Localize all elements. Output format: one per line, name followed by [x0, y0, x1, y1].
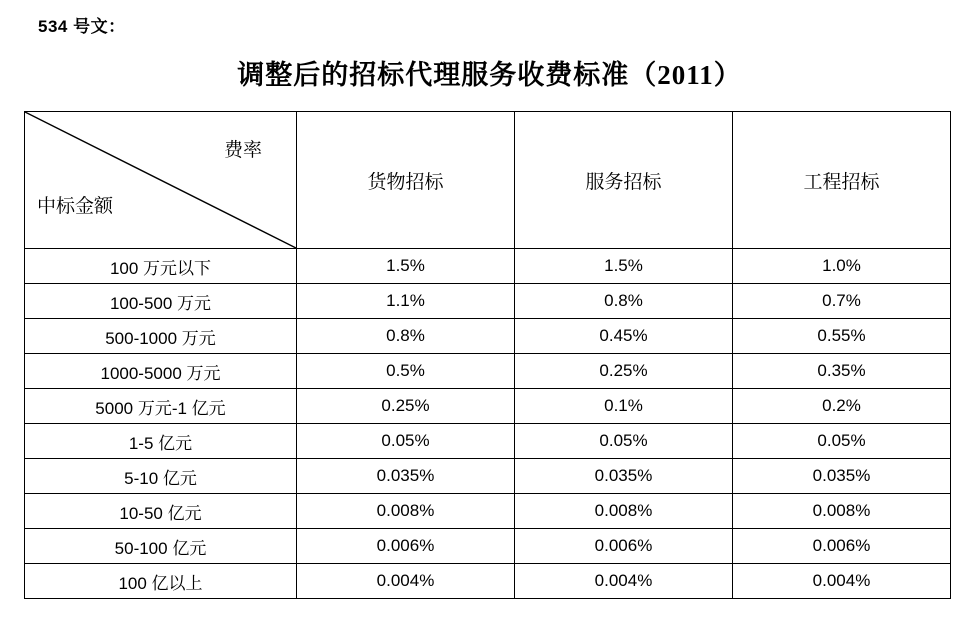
row-label: 1000-5000 万元	[25, 354, 297, 389]
cell-services: 0.035%	[515, 459, 733, 494]
page-title: 调整后的招标代理服务收费标准（2011）	[237, 60, 742, 90]
row-label: 1-5 亿元	[25, 424, 297, 459]
cell-goods: 0.006%	[297, 529, 515, 564]
cell-services: 0.25%	[515, 354, 733, 389]
cell-goods: 0.25%	[297, 389, 515, 424]
table-corner-cell	[25, 112, 297, 249]
cell-services: 0.008%	[515, 494, 733, 529]
table-row	[25, 459, 951, 494]
row-label: 100-500 万元	[25, 284, 297, 319]
row-label: 10-50 亿元	[25, 494, 297, 529]
table-row	[25, 424, 951, 459]
column-header-services: 服务招标	[515, 112, 733, 249]
cell-works: 0.035%	[733, 459, 951, 494]
fee-standard-table-container	[24, 111, 950, 599]
document-reference-number: 534 号文：	[38, 17, 126, 36]
row-label: 100 万元以下	[25, 249, 297, 284]
row-label: 5000 万元-1 亿元	[25, 389, 297, 424]
cell-works: 0.7%	[733, 284, 951, 319]
table-row	[25, 529, 951, 564]
fee-standard-table	[24, 111, 951, 599]
table-row	[25, 284, 951, 319]
corner-label-rate: 费率	[223, 140, 262, 161]
cell-goods: 0.05%	[297, 424, 515, 459]
cell-works: 0.05%	[733, 424, 951, 459]
table-row	[25, 389, 951, 424]
cell-services: 1.5%	[515, 249, 733, 284]
cell-works: 0.008%	[733, 494, 951, 529]
cell-works: 0.35%	[733, 354, 951, 389]
table-row	[25, 564, 951, 599]
row-label: 50-100 亿元	[25, 529, 297, 564]
table-header-row	[25, 112, 951, 249]
cell-goods: 0.5%	[297, 354, 515, 389]
cell-works: 0.2%	[733, 389, 951, 424]
row-label: 5-10 亿元	[25, 459, 297, 494]
cell-goods: 0.035%	[297, 459, 515, 494]
row-label: 100 亿以上	[25, 564, 297, 599]
cell-services: 0.05%	[515, 424, 733, 459]
cell-goods: 0.008%	[297, 494, 515, 529]
cell-services: 0.45%	[515, 319, 733, 354]
cell-services: 0.8%	[515, 284, 733, 319]
cell-works: 0.006%	[733, 529, 951, 564]
cell-services: 0.1%	[515, 389, 733, 424]
table-row	[25, 354, 951, 389]
cell-goods: 1.1%	[297, 284, 515, 319]
corner-label-amount: 中标金额	[37, 196, 114, 217]
row-label: 500-1000 万元	[25, 319, 297, 354]
cell-goods: 0.8%	[297, 319, 515, 354]
cell-services: 0.004%	[515, 564, 733, 599]
cell-goods: 1.5%	[297, 249, 515, 284]
cell-services: 0.006%	[515, 529, 733, 564]
column-header-works: 工程招标	[733, 112, 951, 249]
table-row	[25, 319, 951, 354]
diagonal-divider-line	[25, 112, 296, 248]
cell-goods: 0.004%	[297, 564, 515, 599]
table-row	[25, 494, 951, 529]
column-header-goods: 货物招标	[297, 112, 515, 249]
cell-works: 0.004%	[733, 564, 951, 599]
table-row	[25, 249, 951, 284]
cell-works: 1.0%	[733, 249, 951, 284]
cell-works: 0.55%	[733, 319, 951, 354]
